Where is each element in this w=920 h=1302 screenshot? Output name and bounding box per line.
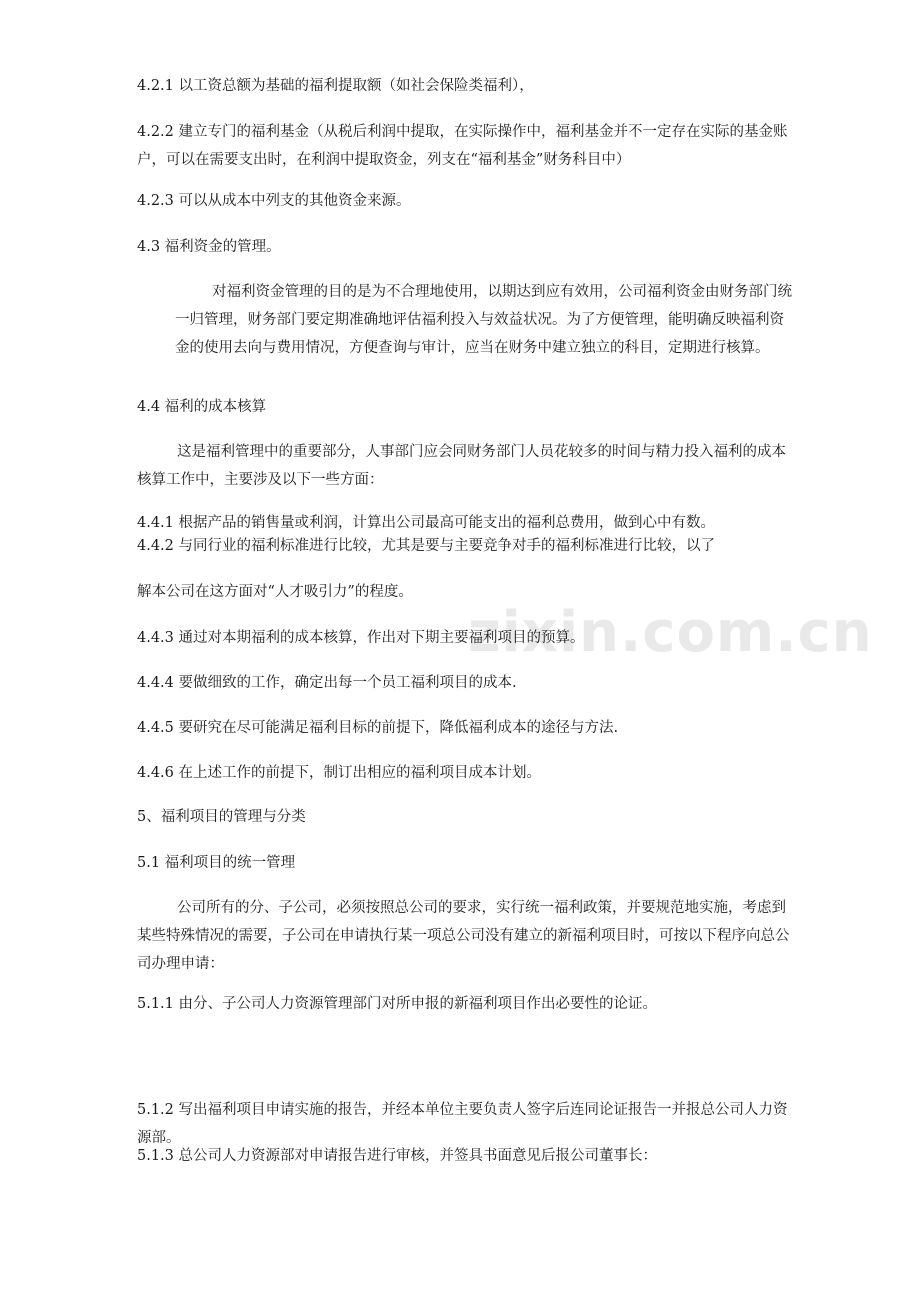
- paragraph-cost-accounting: 这是福利管理中的重要部分，人事部门应会同财务部门人员花较多的时间与精力投入福利的成本核算工作中，主要涉及以下一些方面：: [137, 444, 786, 488]
- paragraph-4-4-4: 4.4.4 要做细致的工作，确定出每一个员工福利项目的成本.: [137, 675, 517, 691]
- paragraph-4-4-2-cont: 解本公司在这方面对“人才吸引力”的程度。: [137, 584, 413, 600]
- paragraph-4-4-5: 4.4.5 要研究在尽可能满足福利目标的前提下，降低福利成本的途径与方法.: [137, 720, 619, 736]
- paragraph-4-2-1: 4.2.1 以工资总额为基础的福利提取额（如社会保险类福利），: [137, 78, 534, 94]
- watermark: zixin.com.cn: [468, 600, 873, 665]
- paragraph-4-2-3: 4.2.3 可以从成本中列支的其他资金来源。: [137, 193, 411, 209]
- paragraph-4-4-2: 4.4.2 与同行业的福利标准进行比较，尤其是要与主要竞争对手的福利标准进行比较，以了: [137, 538, 715, 554]
- paragraph-4-2-2: 4.2.2 建立专门的福利基金（从税后利润中提取，在实际操作中，福利基金并不一定存在实际的基金账户，可以在需要支出时，在利润中提取资金，列支在“福利基金”财务科目中）: [137, 124, 788, 168]
- paragraph-unified-management: 公司所有的分、子公司，必须按照总公司的要求，实行统一福利政策，并要规范地实施，考虑到某些特殊情况的需要，子公司在申请执行某一项总公司没有建立的新福利项目时，可按以下程序向总公司办理申请：: [137, 900, 790, 972]
- paragraph-4-4-1: 4.4.1 根据产品的销售量或利润，计算出公司最高可能支出的福利总费用，做到心中有数。: [137, 515, 715, 531]
- paragraph-5-1-1: 5.1.1 由分、子公司人力资源管理部门对所申报的新福利项目作出必要性的论证。: [137, 996, 658, 1012]
- heading-4-3: 4.3 福利资金的管理。: [137, 239, 281, 255]
- paragraph-5-1-2: 5.1.2 写出福利项目申请实施的报告，并经本单位主要负责人签字后连同论证报告一并报总公司人力资源部。: [137, 1102, 788, 1146]
- paragraph-4-4-6: 4.4.6 在上述工作的前提下，制订出相应的福利项目成本计划。: [137, 765, 542, 781]
- heading-4-4: 4.4 福利的成本核算: [137, 399, 267, 415]
- heading-5: 5、福利项目的管理与分类: [137, 809, 306, 825]
- paragraph-5-1-3: 5.1.3 总公司人力资源部对申请报告进行审核，并签具书面意见后报公司董事长：: [137, 1148, 658, 1164]
- heading-5-1: 5.1 福利项目的统一管理: [137, 855, 296, 871]
- paragraph-4-4-3: 4.4.3 通过对本期福利的成本核算，作出对下期主要福利项目的预算。: [137, 630, 585, 646]
- paragraph-fund-management: 对福利资金管理的目的是为不合理地使用，以期达到应有效用，公司福利资金由财务部门统一归管理，财务部门要定期准确地评估福利投入与效益状况。为了方便管理，能明确反映福利资金的使用去向与费用情况，方便查询与审计，应当在财务中建立独立的科目，定期进行核算。: [175, 284, 792, 356]
